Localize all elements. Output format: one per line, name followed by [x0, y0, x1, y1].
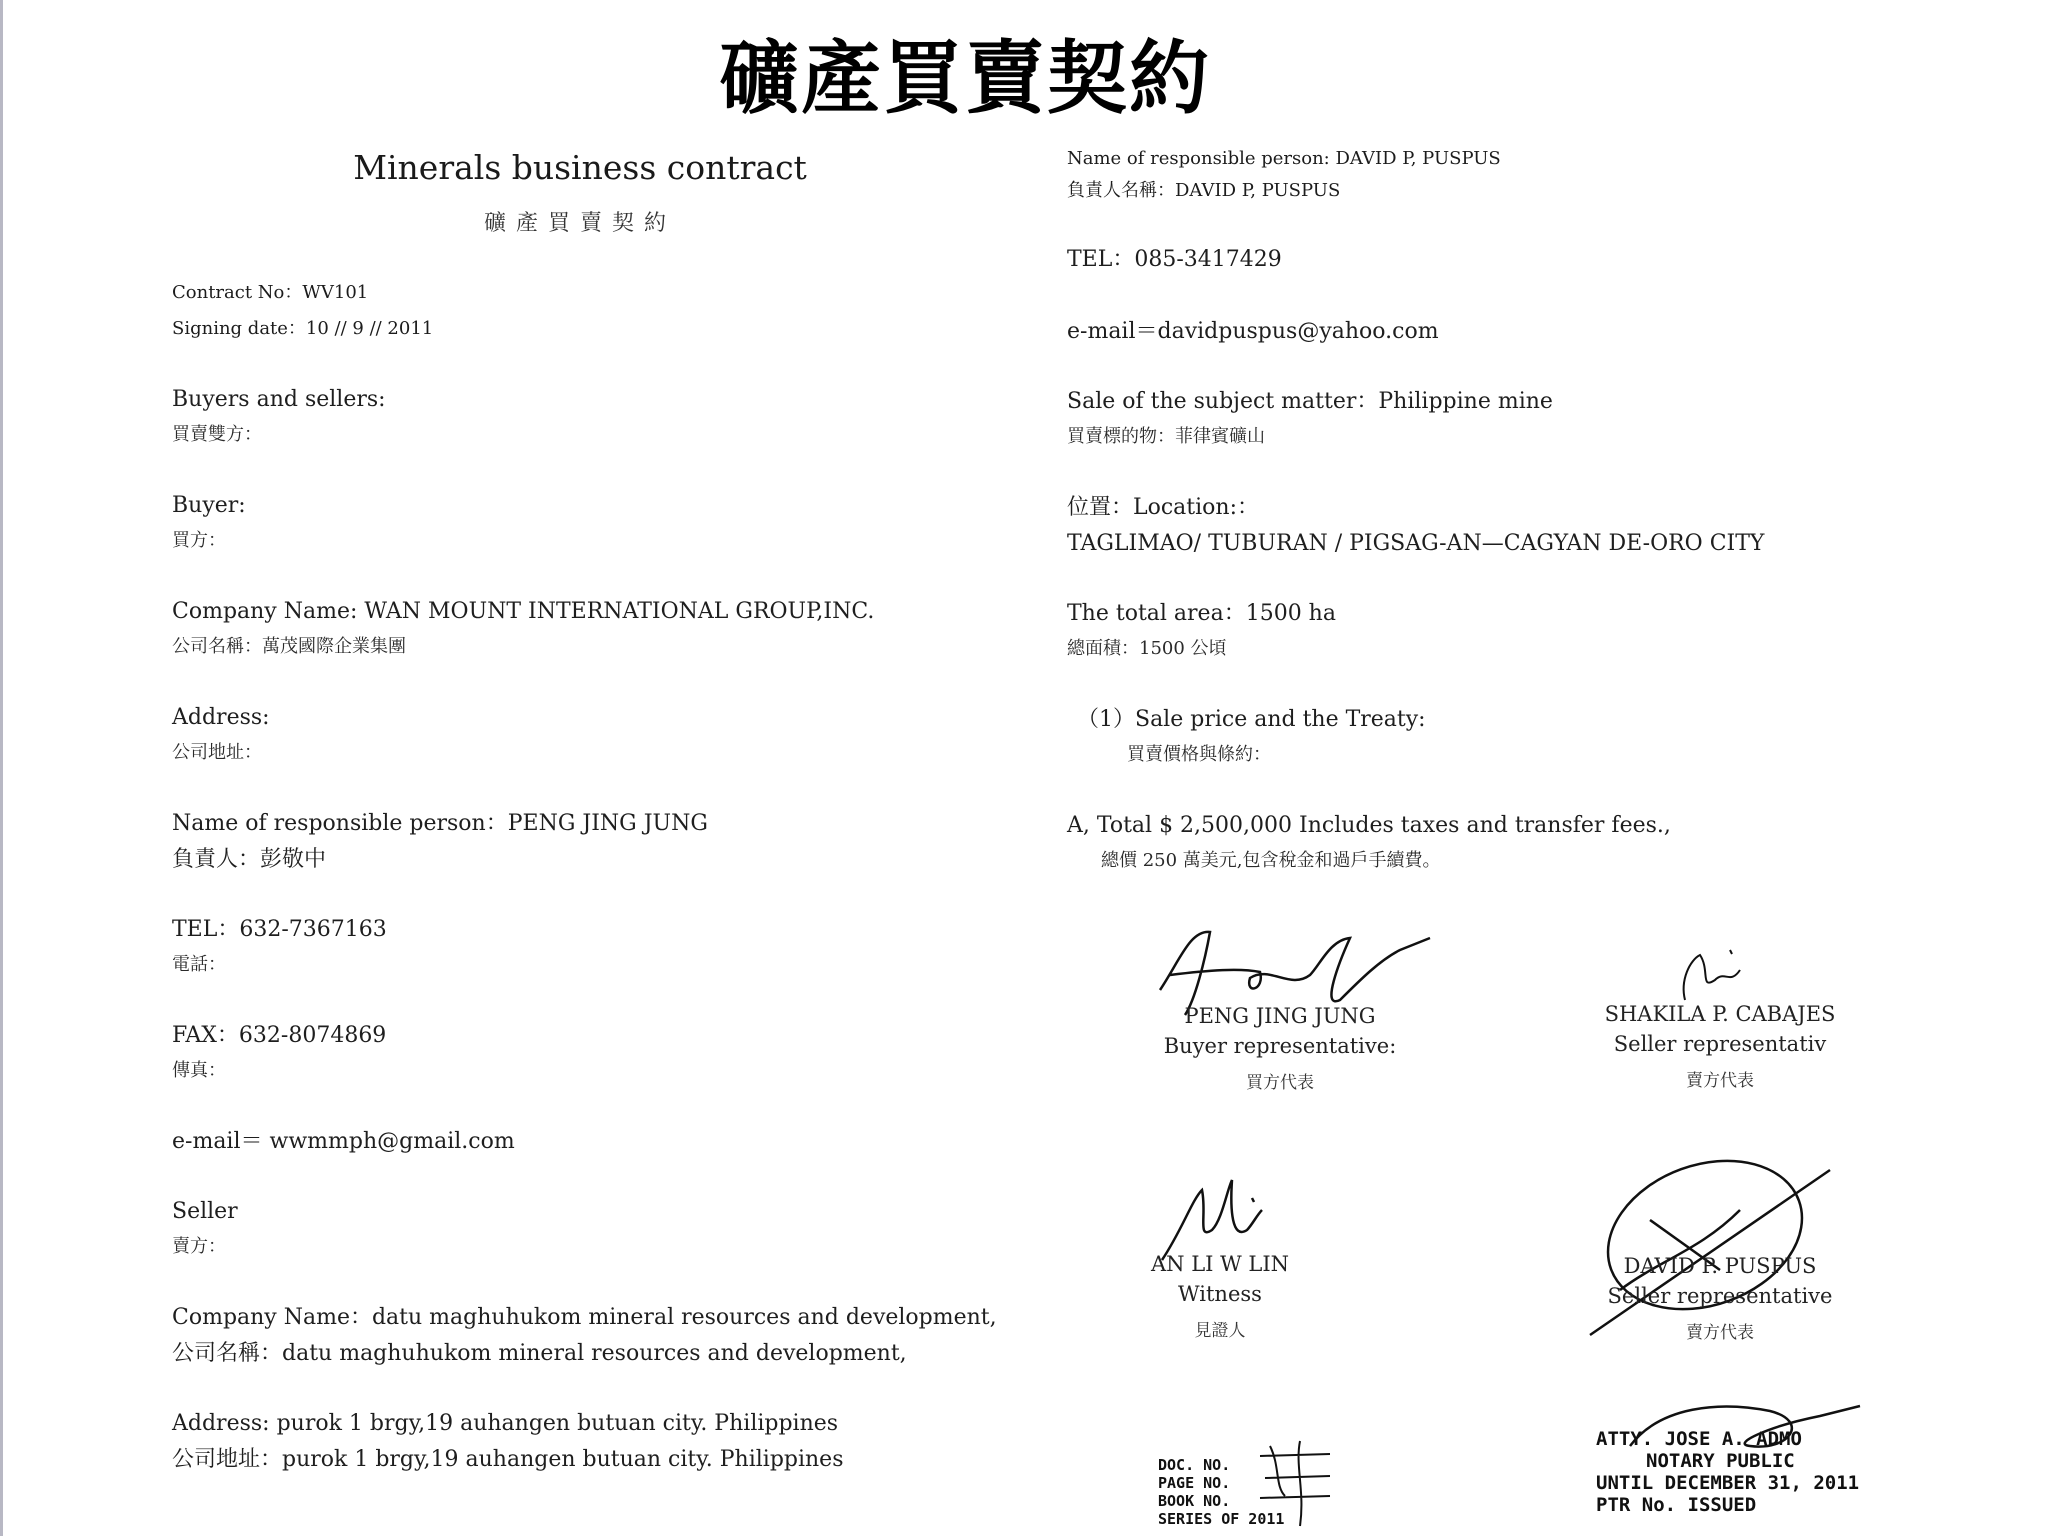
notary-atty-line-1: ATTY. JOSE A. ADMO: [1596, 1428, 1802, 1450]
notary-atty-line-2: NOTARY PUBLIC: [1646, 1450, 1795, 1472]
subject-matter-zh: 買賣標的物：菲律賓礦山: [1067, 426, 1265, 447]
seller-rep1-handwritten-signature: [1670, 940, 1760, 1010]
subject-matter-en: Sale of the subject matter：Philippine mine: [1067, 389, 1553, 414]
sale-price-heading-zh: 買賣價格與條約：: [1127, 744, 1271, 765]
seller-tel: TEL：085-3417429: [1067, 247, 1282, 272]
seller-email: e-mail＝davidpuspus@yahoo.com: [1067, 319, 1439, 344]
witness-name: AN LI W LIN: [1150, 1252, 1289, 1276]
witness-role-zh: 見證人: [1194, 1321, 1246, 1341]
location-label: 位置：Location:：: [1067, 495, 1259, 520]
total-price-en: A, Total $ 2,500,000 Includes taxes and transfer fees.,: [1067, 813, 1671, 838]
seller-rep2-name: DAVID P. PUSPUS: [1623, 1254, 1817, 1278]
sale-price-heading-en: （1）Sale price and the Treaty:: [1077, 707, 1426, 732]
buyer-responsible-person-zh: 負責人：彭敬中: [172, 847, 327, 872]
buyers-sellers-label-en: Buyers and sellers:: [172, 387, 386, 412]
buyer-rep-name: PENG JING JUNG: [1184, 1004, 1376, 1028]
notary-attorney-signature: [1620, 1396, 1870, 1466]
seller-label-en: Seller: [172, 1199, 238, 1224]
seller-label-zh: 賣方：: [172, 1236, 226, 1257]
total-price-zh: 總價 250 萬美元,包含稅金和過戶手續費。: [1101, 850, 1441, 871]
buyers-sellers-label-zh: 買賣雙方：: [172, 424, 262, 445]
buyer-rep-role-zh: 買方代表: [1246, 1073, 1314, 1093]
buyer-company-en: Company Name: WAN MOUNT INTERNATIONAL GROUP,INC.: [172, 599, 875, 624]
seller-representative-2-block: [1560, 1254, 1880, 1343]
seller-responsible-person-zh: 負責人名稱：DAVID P, PUSPUS: [1067, 180, 1341, 201]
buyer-fax: FAX：632-8074869: [172, 1023, 387, 1048]
seller-rep1-role: Seller representativ: [1613, 1032, 1827, 1056]
seller-representative-1-block: [1560, 1002, 1880, 1091]
buyer-fax-zh: 傳真：: [172, 1060, 226, 1081]
buyer-tel-zh: 電話：: [172, 954, 226, 975]
buyer-label-en: Buyer:: [172, 493, 246, 518]
contract-number: Contract No：WV101: [172, 282, 369, 303]
witness-block: [1100, 1252, 1340, 1341]
notary-number-handwriting: [1250, 1436, 1340, 1536]
location-value: TAGLIMAO/ TUBURAN / PIGSAG-AN—CAGYAN DE-ORO CITY: [1067, 531, 1765, 556]
notary-doc-line-3: BOOK NO.: [1158, 1492, 1231, 1510]
buyer-rep-role: Buyer representative:: [1163, 1034, 1397, 1058]
seller-address-zh: 公司地址：purok 1 brgy,19 auhangen butuan city. Philippines: [172, 1447, 844, 1472]
seller-company-zh: 公司名稱：datu maghuhukom mineral resources and development,: [172, 1341, 907, 1366]
seller-company-en: Company Name：datu maghuhukom mineral resources and development,: [172, 1305, 997, 1330]
buyer-company-zh: 公司名稱：萬茂國際企業集團: [172, 636, 406, 657]
notary-atty-line-3: UNTIL DECEMBER 31, 2011: [1596, 1472, 1860, 1494]
total-area-en: The total area：1500 ha: [1067, 601, 1336, 626]
notary-doc-line-1: DOC. NO.: [1158, 1456, 1231, 1474]
notary-doc-line-4: SERIES OF 2011: [1158, 1510, 1285, 1528]
document-title-en: Minerals business contract: [353, 148, 807, 187]
buyer-label-zh: 買方：: [172, 530, 226, 551]
buyer-tel: TEL：632-7367163: [172, 917, 387, 942]
seller-rep2-role-zh: 賣方代表: [1686, 1323, 1754, 1343]
banner-title: 礦產買賣契約: [719, 32, 1211, 125]
buyer-address-en: Address:: [172, 705, 270, 730]
buyer-representative-block: [1120, 1004, 1440, 1093]
seller-rep2-role: Seller representative: [1607, 1284, 1833, 1308]
notary-atty-line-4: PTR No. ISSUED: [1596, 1494, 1757, 1516]
seller-address-en: Address: purok 1 brgy,19 auhangen butuan city. Philippines: [172, 1411, 839, 1436]
total-area-zh: 總面積：1500 公頃: [1067, 638, 1227, 659]
buyer-address-zh: 公司地址：: [172, 742, 262, 763]
seller-rep1-role-zh: 賣方代表: [1686, 1071, 1754, 1091]
buyer-email: e-mail＝ wwmmph@gmail.com: [172, 1129, 515, 1154]
buyer-responsible-person-en: Name of responsible person：PENG JING JUNG: [172, 811, 708, 836]
witness-role: Witness: [1178, 1282, 1262, 1306]
document-title-zh: 礦產買賣契約: [483, 211, 676, 236]
seller-rep1-name: SHAKILA P. CABAJES: [1604, 1002, 1836, 1026]
notary-doc-line-2: PAGE NO.: [1158, 1474, 1231, 1492]
page-edge-line: [0, 0, 3, 1536]
signing-date: Signing date：10 // 9 // 2011: [172, 318, 434, 339]
seller-responsible-person-en: Name of responsible person: DAVID P, PUSPUS: [1067, 148, 1501, 169]
